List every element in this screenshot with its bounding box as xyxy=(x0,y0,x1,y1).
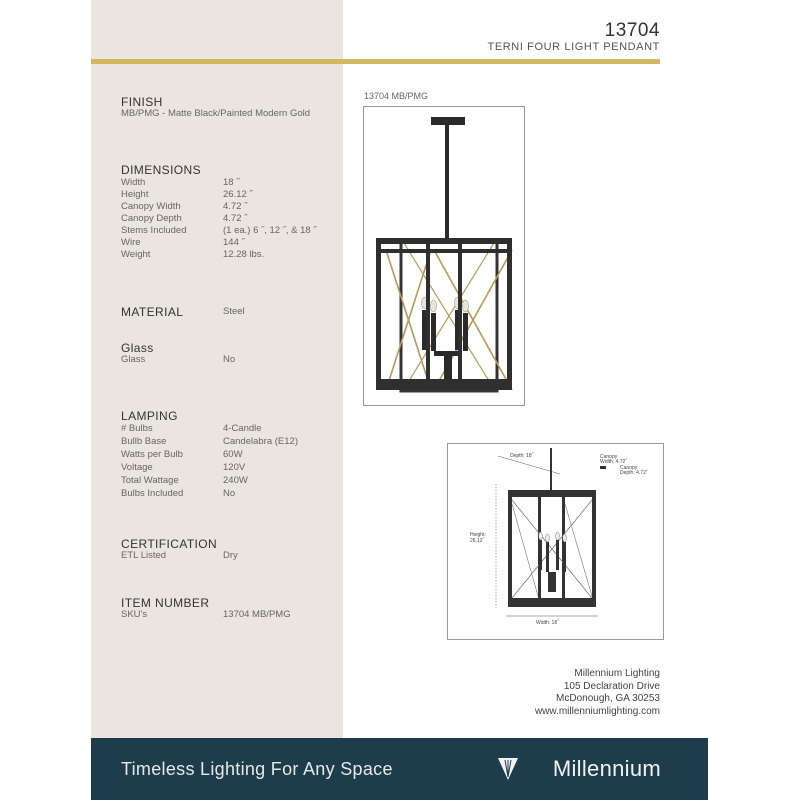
spec-value: (1 ea.) 6 ˝, 12 ˝, & 18 ˝ xyxy=(223,225,317,236)
spec-value: 120V xyxy=(223,462,246,473)
spec-value: 240W xyxy=(223,475,248,486)
spec-row-voltage xyxy=(121,462,341,474)
footer-tagline: Timeless Lighting For Any Space xyxy=(121,759,393,779)
spec-label: Stems Included xyxy=(121,225,187,236)
spec-row-width xyxy=(121,177,341,189)
spec-label: Wire xyxy=(121,237,141,248)
material-title: MATERIAL xyxy=(121,305,184,319)
spec-value: Dry xyxy=(223,550,238,561)
spec-value: 13704 MB/PMG xyxy=(223,609,291,620)
header-divider xyxy=(91,59,660,64)
company-name: Millennium Lighting xyxy=(574,668,660,679)
spec-row-certification xyxy=(121,550,341,562)
spec-value: 60W xyxy=(223,449,243,460)
city-state-zip: McDonough, GA 30253 xyxy=(556,693,660,704)
spec-label: # Bulbs xyxy=(121,423,153,434)
spec-value: 4-Candle xyxy=(223,423,262,434)
footer-brand-name: Millennium xyxy=(552,756,661,781)
dimension-diagram xyxy=(448,444,663,639)
spec-value: Steel xyxy=(223,306,245,317)
spec-label: Voltage xyxy=(121,462,153,473)
spec-row-bulbs xyxy=(121,423,341,435)
spec-row-canopy-width xyxy=(121,201,341,213)
spec-row-watts xyxy=(121,449,341,461)
spec-label: Height xyxy=(121,189,149,200)
model-number: 13704 xyxy=(604,20,660,41)
canopy-depth-label: Canopy xyxy=(620,465,638,471)
millennium-logo-icon xyxy=(498,757,518,786)
canopy-depth-value-label: Depth: 4.72˝ xyxy=(620,470,648,476)
website-link[interactable]: www.millenniumlighting.com xyxy=(534,705,660,717)
spec-label: SKU's xyxy=(121,609,148,620)
product-photo xyxy=(363,106,525,406)
lamping-title: LAMPING xyxy=(121,409,178,423)
width-label: Width: 18˝ xyxy=(536,620,559,626)
dimensions-title: DIMENSIONS xyxy=(121,163,202,177)
pendant-illustration xyxy=(364,107,524,405)
canopy-width-value-label: Width: 4.72˝ xyxy=(600,459,627,465)
item-number-title: ITEM NUMBER xyxy=(121,596,210,610)
company-address xyxy=(535,668,660,718)
product-image-caption: 13704 MB/PMG xyxy=(364,91,429,101)
spec-row-canopy-depth xyxy=(121,213,341,225)
spec-label: Bullb Base xyxy=(121,436,167,447)
spec-label: Width xyxy=(121,177,146,188)
spec-row-material xyxy=(121,306,341,318)
spec-label: Watts per Bulb xyxy=(121,449,183,460)
dimension-drawing xyxy=(447,443,664,640)
finish-value: MB/PMG - Matte Black/Painted Modern Gold xyxy=(121,108,311,119)
product-name: TERNI FOUR LIGHT PENDANT xyxy=(487,41,660,53)
spec-row-height xyxy=(121,189,341,201)
spec-label: Total Wattage xyxy=(121,475,179,486)
spec-row-weight xyxy=(121,249,341,261)
spec-value: No xyxy=(223,488,236,499)
spec-label: Canopy Width xyxy=(121,201,181,212)
certification-title: CERTIFICATION xyxy=(121,537,218,551)
spec-value: 4.72 ˝ xyxy=(223,213,248,224)
spec-value: No xyxy=(223,354,236,365)
spec-value: 18 ˝ xyxy=(223,177,240,188)
canopy-width-label: Canopy xyxy=(600,454,618,460)
spec-label: Canopy Depth xyxy=(121,213,182,224)
height-label: Height: xyxy=(470,532,486,538)
height-value-label: 26.12˝ xyxy=(470,538,485,544)
spec-label: Glass xyxy=(121,354,146,365)
depth-label: Depth: 18˝ xyxy=(510,453,534,459)
street-address: 105 Declaration Drive xyxy=(563,680,660,692)
footer-banner xyxy=(91,738,708,800)
spec-row-bulbs-included xyxy=(121,488,341,500)
spec-label: ETL Listed xyxy=(121,550,167,561)
finish-title: FINISH xyxy=(121,95,163,109)
spec-row-wire xyxy=(121,237,341,249)
spec-label: Bulbs Included xyxy=(121,488,184,499)
spec-value: 144 ˝ xyxy=(223,237,245,248)
spec-label: Weight xyxy=(121,249,151,260)
spec-row-total-wattage xyxy=(121,475,341,487)
spec-value: Candelabra (E12) xyxy=(223,436,298,447)
spec-value: 4.72 ˝ xyxy=(223,201,248,212)
spec-value: 12.28 lbs. xyxy=(223,249,265,260)
glass-title: Glass xyxy=(121,341,154,355)
spec-row-bulb-base xyxy=(121,436,341,448)
spec-value: 26.12 ˝ xyxy=(223,189,253,200)
spec-row-sku xyxy=(121,609,341,621)
spec-row-glass xyxy=(121,354,341,366)
spec-row-stems xyxy=(121,225,341,237)
